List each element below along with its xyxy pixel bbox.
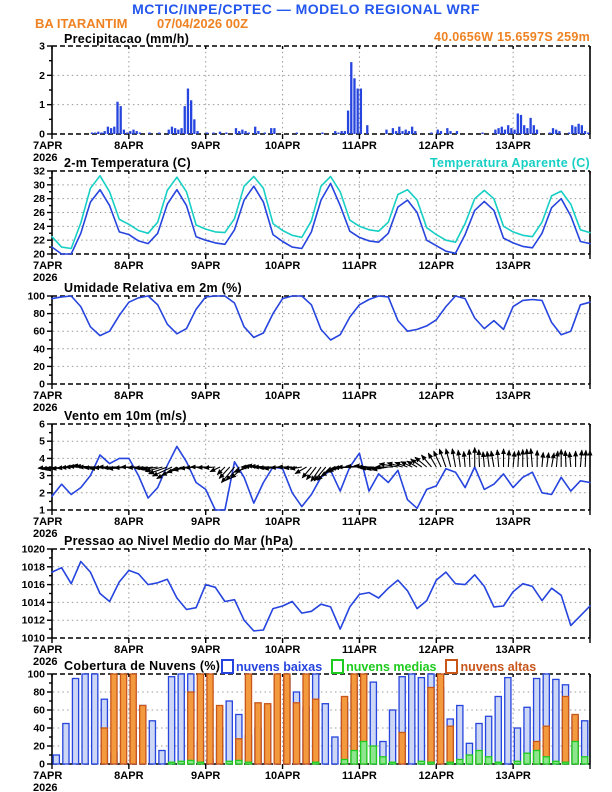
precip-bar	[168, 130, 170, 134]
precip-bar	[533, 125, 535, 134]
cloud-bar-nuvens-baixas	[332, 737, 338, 764]
y-tick-label: 24	[33, 220, 45, 233]
x-tick-label: 8APR	[114, 770, 144, 782]
wind-barb	[219, 467, 229, 478]
precip-bar	[190, 100, 192, 134]
cloud-bar-nuvens-baixas	[322, 704, 328, 764]
precip-bar	[405, 130, 407, 134]
cloud-bar-nuvens-baixas	[457, 706, 463, 765]
precip-bar	[357, 89, 359, 134]
precip-bar	[513, 130, 515, 134]
x-year-label: 2026	[33, 402, 58, 414]
y-tick-label: 3	[39, 470, 45, 483]
precip-bar	[196, 131, 198, 134]
precip-bar	[171, 127, 173, 134]
cloud-bar-nuvens-medias	[361, 742, 367, 765]
precip-bar	[148, 133, 150, 134]
precip-bar	[257, 131, 259, 134]
precip-bar	[437, 130, 439, 134]
cloud-bar-nuvens-baixas	[53, 755, 59, 764]
legend-item-mid-clouds	[331, 659, 436, 674]
cloud-bar-nuvens-medias	[370, 746, 376, 764]
precip-bar	[497, 128, 499, 134]
y-tick-label: 0	[39, 378, 45, 391]
wind-barb	[531, 449, 533, 467]
precip-bar	[334, 131, 336, 134]
y-tick-label: 1020	[21, 543, 45, 556]
location-coordinates: 40.0656W 15.6597S 259m	[433, 30, 590, 44]
wind-barb	[527, 449, 528, 467]
y-tick-label: 1	[39, 99, 45, 112]
mid-clouds-swatch-icon	[331, 659, 344, 674]
cloud-bar-nuvens-medias	[582, 757, 588, 764]
precip-bar	[158, 133, 160, 134]
cloud-bar-nuvens-baixas	[92, 674, 98, 764]
cloud-bar-nuvens-medias	[168, 762, 174, 764]
cloud-bar-nuvens-altas	[120, 674, 126, 764]
series-line-2-m-temperatura-c-	[52, 183, 590, 254]
precip-bar	[520, 115, 522, 134]
y-tick-label: 0	[39, 758, 45, 771]
cloud-bar-nuvens-medias	[351, 751, 357, 765]
wind-barb	[565, 451, 566, 467]
panel-title-wind: Vento em 10m (m/s)	[64, 409, 187, 423]
wind-barb	[491, 451, 494, 467]
cloud-bar-nuvens-medias	[245, 762, 251, 764]
x-tick-label: 11APR	[341, 770, 377, 782]
wind-barb	[497, 450, 498, 467]
y-tick-label: 1	[39, 504, 45, 517]
x-tick-label: 13APR	[495, 390, 531, 402]
cloud-bar-nuvens-medias	[188, 760, 194, 764]
cloud-bar-nuvens-medias	[524, 753, 530, 764]
precip-bar	[273, 128, 275, 134]
precip-bar	[385, 130, 387, 134]
cloud-legend	[221, 659, 536, 674]
y-tick-label: 40	[33, 722, 45, 735]
x-tick-label: 11APR	[341, 140, 377, 152]
cloud-bar-nuvens-baixas	[168, 677, 174, 764]
precip-bar	[132, 130, 134, 134]
y-tick-label: 5	[39, 435, 45, 448]
precip-bar	[219, 132, 221, 134]
cloud-bar-nuvens-medias	[553, 761, 559, 764]
x-year-label: 2026	[33, 272, 58, 284]
y-tick-label: 1018	[21, 561, 45, 574]
x-tick-label: 7APR	[33, 516, 63, 528]
y-tick-label: 80	[33, 686, 45, 699]
precip-bar	[136, 131, 138, 134]
precip-bar	[254, 127, 256, 134]
cloud-bar-nuvens-medias	[466, 755, 472, 764]
panel-title-temperature: 2-m Temperatura (C)	[64, 156, 192, 170]
precip-bar	[507, 125, 509, 134]
precip-bar	[244, 131, 246, 134]
precip-bar	[529, 118, 531, 134]
cloud-bar-nuvens-medias	[447, 762, 453, 764]
cloud-bar-nuvens-altas	[101, 728, 107, 764]
x-tick-label: 7APR	[33, 390, 63, 402]
legend-item-high-clouds	[445, 659, 536, 674]
precip-bar	[536, 130, 538, 134]
legend-item-low-clouds	[221, 659, 322, 674]
cloud-bar-nuvens-altas	[245, 674, 251, 764]
y-tick-label: 0	[39, 128, 45, 141]
cloud-bar-nuvens-baixas	[63, 724, 69, 765]
cloud-bar-nuvens-medias	[476, 751, 482, 765]
cloud-bar-nuvens-medias	[514, 761, 520, 764]
cloud-bar-nuvens-altas	[188, 692, 194, 764]
cloud-bar-nuvens-altas	[140, 706, 146, 765]
page-title: MCTIC/INPE/CPTEC — MODELO REGIONAL WRF	[132, 1, 480, 17]
wind-barb	[483, 452, 484, 467]
precip-bar	[184, 106, 186, 134]
precip-bar	[517, 113, 519, 134]
y-tick-label: 40	[33, 343, 45, 356]
precip-bar	[494, 130, 496, 134]
precip-bar	[337, 133, 339, 134]
precip-bar	[584, 131, 586, 134]
x-tick-label: 12APR	[418, 644, 455, 656]
precip-bar	[581, 125, 583, 134]
x-tick-label: 9APR	[191, 260, 221, 272]
x-tick-label: 10APR	[264, 260, 301, 272]
x-tick-label: 11APR	[341, 390, 377, 402]
precip-bar	[366, 125, 368, 134]
x-tick-label: 13APR	[495, 140, 531, 152]
precip-bar	[501, 127, 503, 134]
cloud-bar-nuvens-medias	[457, 760, 463, 765]
precip-bar	[123, 130, 125, 134]
precip-bar	[549, 133, 551, 134]
precip-bar	[241, 130, 243, 134]
x-tick-label: 8APR	[114, 140, 144, 152]
cloud-bar-nuvens-baixas	[82, 674, 88, 764]
x-tick-label: 12APR	[418, 390, 455, 402]
y-tick-label: 1012	[21, 614, 45, 627]
cloud-bar-nuvens-altas	[447, 726, 453, 764]
wind-barb	[446, 449, 451, 467]
legend-label-high-clouds: nuvens altas	[460, 659, 537, 674]
precip-bar	[107, 127, 109, 134]
precip-bar	[350, 62, 352, 134]
x-tick-label: 13APR	[495, 644, 531, 656]
wind-barb	[464, 452, 465, 467]
x-year-label: 2026	[33, 656, 58, 668]
precip-bar	[401, 131, 403, 134]
cloud-bar-nuvens-medias	[562, 762, 568, 764]
x-tick-label: 13APR	[495, 770, 531, 782]
wind-barb	[411, 459, 422, 467]
precip-bar	[235, 128, 237, 134]
x-year-label: 2026	[33, 152, 58, 164]
precip-bar	[126, 133, 128, 134]
cloud-bar-nuvens-baixas	[149, 721, 155, 764]
cloud-bar-nuvens-medias	[428, 762, 434, 764]
precip-bar	[398, 127, 400, 134]
precip-bar	[440, 131, 442, 134]
low-clouds-swatch-icon	[221, 659, 234, 674]
y-tick-label: 22	[33, 234, 45, 247]
x-tick-label: 12APR	[418, 140, 455, 152]
precip-bar	[392, 128, 394, 134]
cloud-bar-nuvens-medias	[380, 757, 386, 764]
wind-barb	[580, 450, 581, 467]
y-tick-label: 28	[33, 193, 45, 206]
precip-bar	[97, 132, 99, 134]
y-tick-label: 80	[33, 308, 45, 321]
precip-bar	[341, 131, 343, 134]
precip-bar	[104, 131, 106, 134]
precip-bar	[116, 102, 118, 134]
precip-bar	[129, 131, 131, 134]
high-clouds-swatch-icon	[445, 659, 458, 674]
precip-bar	[94, 133, 96, 134]
panel-title-cloud-cover: Cobertura de Nuvens (%)	[64, 659, 221, 673]
precip-bar	[446, 128, 448, 134]
cloud-bar-nuvens-altas	[284, 674, 290, 764]
cloud-bar-nuvens-altas	[217, 706, 223, 765]
cloud-bar-nuvens-medias	[197, 762, 203, 764]
cloud-bar-nuvens-altas	[303, 674, 309, 764]
y-tick-label: 20	[33, 360, 45, 373]
legend-label-mid-clouds: nuvens medias	[346, 659, 437, 674]
cloud-bar-nuvens-baixas	[409, 674, 415, 764]
precip-bar	[248, 133, 250, 134]
x-tick-label: 10APR	[264, 390, 301, 402]
precip-bar	[526, 128, 528, 134]
precip-bar	[571, 125, 573, 134]
precip-bar	[193, 119, 195, 134]
cloud-bar-nuvens-baixas	[226, 701, 232, 764]
y-tick-label: 20	[33, 740, 45, 753]
precip-bar	[187, 89, 189, 134]
x-tick-label: 10APR	[264, 644, 301, 656]
precip-bar	[568, 133, 570, 134]
cloud-bar-nuvens-baixas	[514, 728, 520, 764]
x-tick-label: 7APR	[33, 140, 63, 152]
wind-barb	[508, 450, 509, 467]
y-tick-label: 60	[33, 704, 45, 717]
precip-bar	[139, 133, 141, 134]
precip-bar	[100, 133, 102, 134]
precip-bar	[504, 130, 506, 134]
wind-barb	[479, 450, 480, 467]
x-tick-label: 9APR	[191, 516, 221, 528]
cloud-bar-nuvens-altas	[207, 674, 213, 764]
cloud-bar-nuvens-medias	[543, 757, 549, 764]
cloud-bar-nuvens-baixas	[495, 697, 501, 765]
x-year-label: 2026	[33, 528, 58, 540]
y-tick-label: 100	[27, 290, 45, 303]
x-tick-label: 9APR	[191, 644, 221, 656]
precip-bar	[481, 133, 483, 134]
cloud-bar-nuvens-altas	[313, 699, 319, 764]
cloud-bar-nuvens-medias	[534, 751, 540, 765]
y-tick-label: 26	[33, 207, 45, 219]
x-tick-label: 11APR	[341, 644, 377, 656]
precip-bar	[225, 133, 227, 134]
precip-bar	[552, 128, 554, 134]
x-tick-label: 9APR	[191, 140, 221, 152]
cloud-bar-nuvens-medias	[495, 762, 501, 764]
y-tick-label: 32	[33, 165, 45, 178]
precip-bar	[110, 128, 112, 134]
precip-bar	[238, 131, 240, 134]
precip-bar	[174, 128, 176, 134]
cloud-bar-nuvens-altas	[255, 703, 261, 764]
x-tick-label: 12APR	[418, 516, 455, 528]
y-tick-label: 20	[33, 248, 45, 261]
legend-label-low-clouds: nuvens baixas	[236, 659, 323, 674]
x-tick-label: 11APR	[341, 516, 377, 528]
cloud-bar-nuvens-medias	[572, 742, 578, 765]
precip-bar	[206, 133, 208, 134]
x-tick-label: 11APR	[341, 260, 377, 272]
y-tick-label: 30	[33, 179, 45, 192]
wind-barb	[518, 451, 519, 467]
cloud-bar-nuvens-baixas	[178, 674, 184, 764]
wind-barb	[469, 450, 470, 467]
wind-barb	[570, 452, 571, 467]
y-tick-label: 60	[33, 325, 45, 338]
precip-bar	[587, 133, 589, 134]
wind-barb	[547, 453, 549, 467]
cloud-bar-nuvens-altas	[130, 674, 136, 764]
precip-bar	[321, 133, 323, 134]
cloud-bar-nuvens-altas	[562, 697, 568, 765]
y-tick-label: 2	[39, 69, 45, 82]
wind-barb	[542, 453, 543, 467]
precip-bar	[456, 131, 458, 134]
x-tick-label: 10APR	[264, 770, 301, 782]
y-tick-label: 1016	[21, 579, 45, 592]
panel-title-humidity: Umidade Relativa em 2m (%)	[64, 281, 242, 295]
station-name: BA ITARANTIM	[35, 16, 128, 31]
x-tick-label: 12APR	[418, 260, 455, 272]
precip-bar	[344, 131, 346, 134]
precip-bar	[523, 125, 525, 134]
cloud-bar-nuvens-medias	[313, 762, 319, 764]
cloud-bar-nuvens-altas	[265, 704, 271, 764]
x-tick-label: 8APR	[114, 516, 144, 528]
cloud-bar-nuvens-altas	[341, 697, 347, 765]
precip-bar	[430, 133, 432, 134]
precip-bar	[449, 131, 451, 134]
cloud-bar-nuvens-medias	[418, 761, 424, 764]
series-line-umidade-relativa	[52, 296, 590, 340]
cloud-bar-nuvens-altas	[399, 733, 405, 765]
y-tick-label: 6	[39, 418, 45, 431]
precip-bar	[180, 128, 182, 134]
cloud-bar-nuvens-baixas	[418, 678, 424, 764]
wind-barb	[307, 467, 317, 479]
cloud-bar-nuvens-baixas	[72, 679, 78, 765]
x-tick-label: 8APR	[114, 644, 144, 656]
precip-bar	[296, 133, 298, 134]
cloud-bar-nuvens-altas	[437, 674, 443, 764]
precip-bar	[360, 89, 362, 134]
cloud-bar-nuvens-baixas	[553, 679, 559, 764]
cloud-bar-nuvens-baixas	[159, 751, 165, 765]
panel-title-pressure: Pressao ao Nivel Medio do Mar (hPa)	[64, 534, 294, 548]
precip-bar	[411, 127, 413, 134]
x-tick-label: 7APR	[33, 770, 63, 782]
cloud-bar-nuvens-altas	[111, 674, 117, 764]
y-tick-label: 2	[39, 487, 45, 500]
y-tick-label: 4	[39, 452, 45, 465]
x-tick-label: 7APR	[33, 260, 63, 272]
wind-barb	[552, 453, 554, 467]
precip-bar	[408, 131, 410, 134]
precip-bar	[558, 131, 560, 134]
precip-bar	[91, 133, 93, 134]
x-tick-label: 10APR	[264, 516, 301, 528]
x-tick-label: 13APR	[495, 260, 531, 272]
precip-bar	[347, 111, 349, 134]
y-tick-label: 3	[39, 40, 45, 53]
wind-barb	[585, 451, 586, 467]
precip-bar	[555, 130, 557, 134]
y-tick-label: 1014	[21, 596, 45, 609]
precip-bar	[212, 133, 214, 134]
x-tick-label: 10APR	[264, 140, 301, 152]
cloud-bar-nuvens-medias	[341, 760, 347, 765]
precip-bar	[270, 128, 272, 134]
x-tick-label: 8APR	[114, 390, 144, 402]
wind-barb	[487, 452, 489, 467]
x-year-label: 2026	[33, 782, 58, 792]
model-run-datetime: 07/04/2026 00Z	[157, 16, 249, 31]
x-tick-label: 7APR	[33, 644, 63, 656]
x-tick-label: 8APR	[114, 260, 144, 272]
panel-title-precipitation: Precipitacao (mm/h)	[64, 32, 190, 46]
cloud-bar-nuvens-altas	[197, 674, 203, 764]
cloud-bar-nuvens-altas	[274, 674, 280, 764]
cloud-bar-nuvens-altas	[293, 703, 299, 764]
cloud-bar-nuvens-medias	[389, 762, 395, 764]
y-tick-label: 1010	[21, 632, 45, 645]
cloud-bar-nuvens-medias	[486, 757, 492, 764]
y-tick-label: 100	[27, 668, 45, 681]
cloud-bar-nuvens-altas	[428, 688, 434, 765]
precip-bar	[177, 130, 179, 134]
precip-bar	[120, 106, 122, 134]
x-tick-label: 13APR	[495, 516, 531, 528]
precip-bar	[574, 127, 576, 134]
cloud-bar-nuvens-baixas	[389, 710, 395, 764]
precip-bar	[510, 128, 512, 134]
panel-subtitle-apparent-temperature: Temperatura Aparente (C)	[429, 156, 590, 170]
precip-bar	[414, 131, 416, 134]
x-tick-label: 9APR	[191, 390, 221, 402]
precip-bar	[353, 78, 355, 134]
cloud-bar-nuvens-medias	[236, 760, 242, 764]
precip-bar	[113, 127, 115, 134]
precip-bar	[395, 131, 397, 134]
precip-bar	[577, 124, 579, 134]
x-tick-label: 9APR	[191, 770, 221, 782]
precip-bar	[264, 133, 266, 134]
wind-barb	[556, 451, 557, 467]
x-tick-label: 12APR	[418, 770, 455, 782]
cloud-bar-nuvens-baixas	[505, 678, 511, 764]
cloud-bar-nuvens-medias	[226, 761, 232, 764]
cloud-bar-nuvens-medias	[178, 761, 184, 764]
